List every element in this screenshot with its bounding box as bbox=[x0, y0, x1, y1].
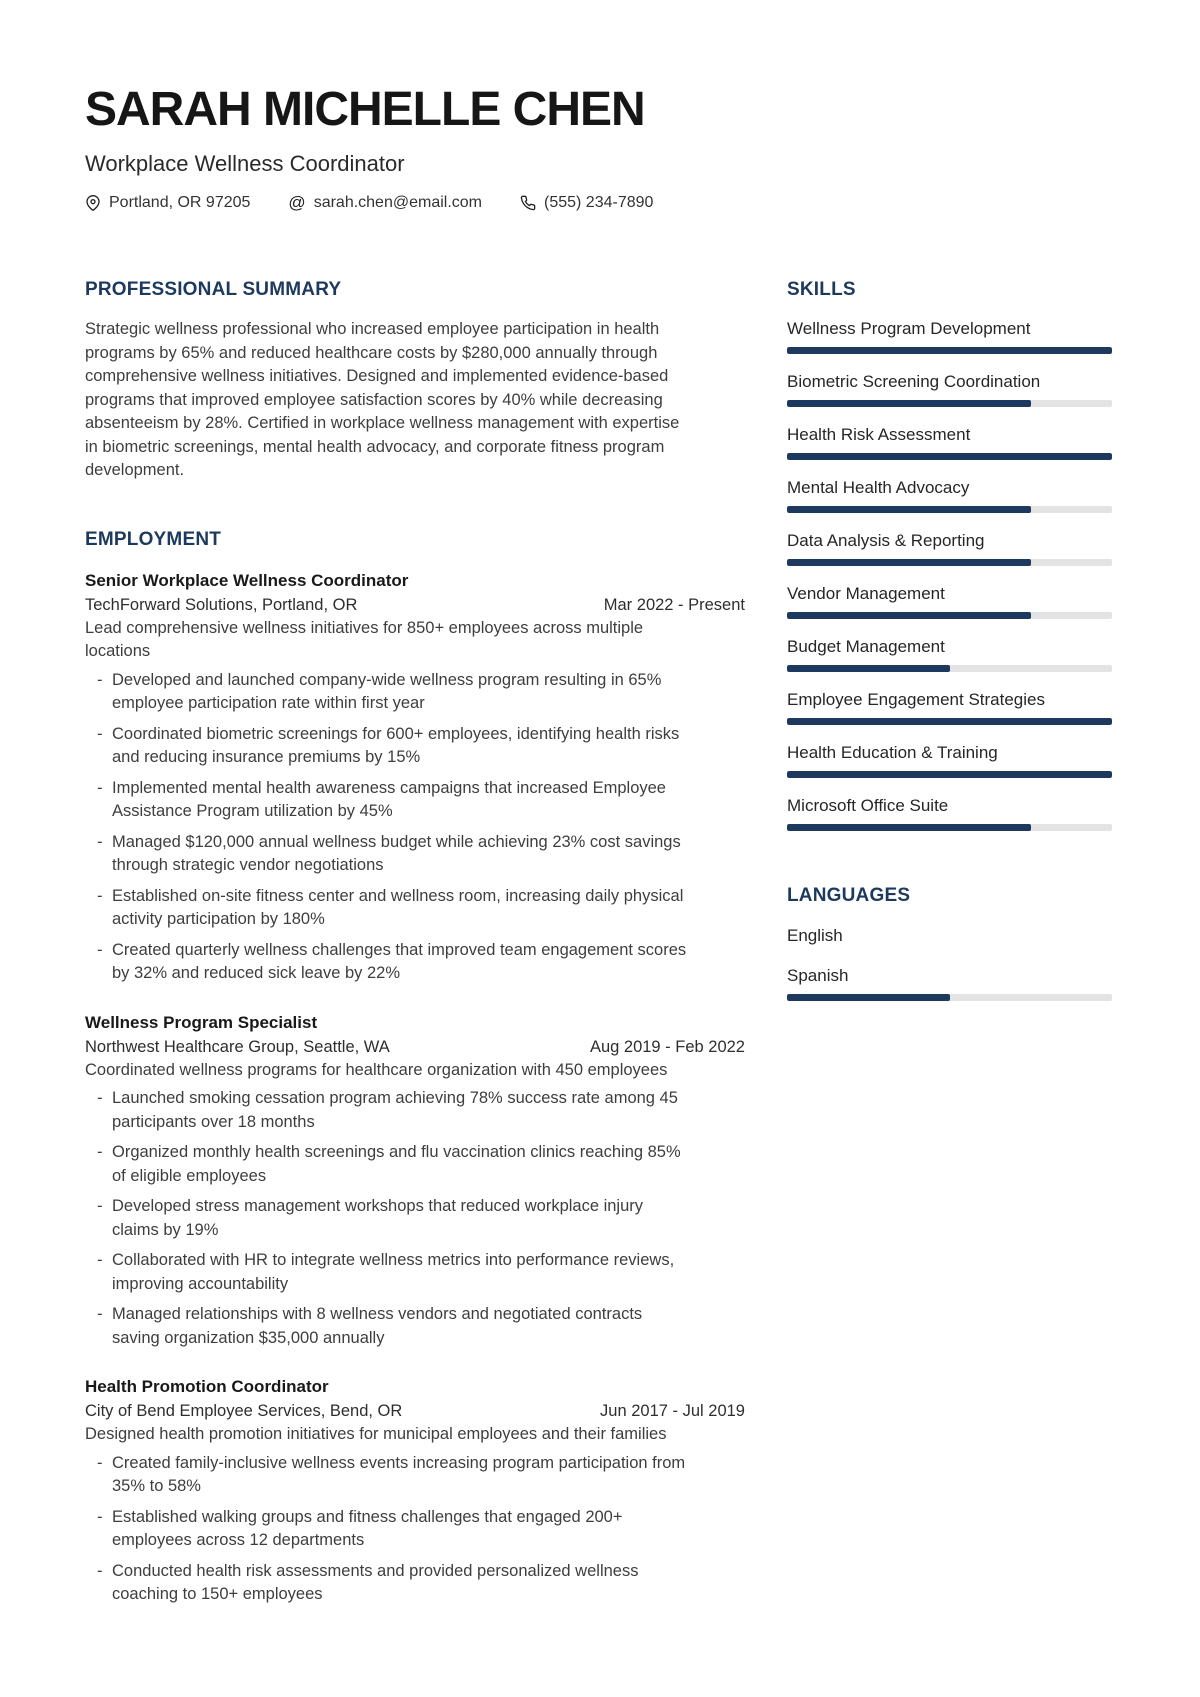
skill-item bbox=[787, 530, 1112, 566]
skill-bar-fill bbox=[787, 559, 1031, 566]
bullet-text: Conducted health risk assessments and provided personalized wellness coaching to 150+ employees bbox=[112, 1561, 639, 1604]
bullet-dash-marker: - bbox=[97, 1197, 103, 1216]
skill-item bbox=[787, 477, 1112, 513]
skill-bar-fill bbox=[787, 453, 1112, 460]
skill-bar-track bbox=[787, 718, 1112, 725]
skill-bar-fill bbox=[787, 506, 1031, 513]
skill-label: Employee Engagement Strategies bbox=[787, 690, 1045, 710]
languages-list bbox=[787, 925, 1112, 1001]
language-label: Spanish bbox=[787, 966, 849, 986]
job-bullet bbox=[85, 777, 745, 824]
bullet-dash-marker: - bbox=[97, 670, 103, 689]
skill-bar-track bbox=[787, 453, 1112, 460]
candidate-headline: Workplace Wellness Coordinator bbox=[85, 150, 405, 176]
job-dates: Mar 2022 - Present bbox=[603, 595, 745, 614]
job-description: Designed health promotion initiatives for municipal employees and their families bbox=[85, 1425, 667, 1444]
skill-label: Microsoft Office Suite bbox=[787, 796, 949, 816]
skill-item bbox=[787, 583, 1112, 619]
bullet-dash-marker: - bbox=[97, 1251, 103, 1270]
languages-section bbox=[787, 885, 1112, 1001]
skill-label: Data Analysis & Reporting bbox=[787, 531, 985, 551]
skill-bar-fill bbox=[787, 771, 1112, 778]
job-bullet bbox=[85, 723, 745, 770]
language-item bbox=[787, 925, 1112, 947]
contact-phone-text: (555) 234-7890 bbox=[544, 194, 654, 212]
contact-location bbox=[85, 193, 250, 212]
skill-item bbox=[787, 636, 1112, 672]
bullet-text: Managed relationships with 8 wellness vendors and negotiated contracts saving organization $35,000 annually bbox=[112, 1305, 643, 1347]
job-bullets bbox=[85, 1452, 745, 1607]
skill-bar-track bbox=[787, 771, 1112, 778]
skills-heading: SKILLS bbox=[787, 278, 856, 300]
job-bullet bbox=[85, 1452, 745, 1499]
skill-label: Mental Health Advocacy bbox=[787, 478, 970, 498]
phone-icon bbox=[520, 195, 536, 211]
bullet-text: Created family-inclusive wellness events increasing program participation from 35% to 58% bbox=[112, 1453, 686, 1496]
bullet-dash-marker: - bbox=[97, 778, 103, 797]
bullet-dash-marker: - bbox=[97, 1561, 103, 1580]
job-bullet bbox=[85, 1141, 745, 1188]
job-bullet bbox=[85, 1303, 745, 1350]
contact-location-text: Portland, OR 97205 bbox=[109, 194, 251, 212]
bullet-text: Coordinated biometric screenings for 600+ employees, identifying health risks and reducing insurance premiums by 15% bbox=[112, 724, 680, 767]
bullet-dash-marker: - bbox=[97, 832, 103, 851]
jobs-list bbox=[85, 569, 745, 1607]
skill-label: Health Education & Training bbox=[787, 743, 998, 763]
job-meta-row bbox=[85, 593, 745, 617]
at-icon: @ bbox=[288, 193, 306, 213]
skill-label: Vendor Management bbox=[787, 584, 945, 604]
job-meta-row bbox=[85, 1035, 745, 1059]
contact-email-text: sarah.chen@email.com bbox=[313, 194, 482, 212]
bullet-dash-marker: - bbox=[97, 1453, 103, 1472]
job-title: Health Promotion Coordinator bbox=[85, 1377, 329, 1397]
skill-label: Health Risk Assessment bbox=[787, 425, 971, 445]
contact-row bbox=[85, 193, 1112, 212]
job-title: Wellness Program Specialist bbox=[85, 1012, 318, 1032]
job-description: Coordinated wellness programs for healthcare organization with 450 employees bbox=[85, 1060, 668, 1079]
skill-bar-track bbox=[787, 824, 1112, 831]
bullet-text: Developed and launched company-wide wellness program resulting in 65% employee participation rate within first year bbox=[112, 670, 662, 713]
job-bullet bbox=[85, 1195, 745, 1242]
skill-bar-track bbox=[787, 506, 1112, 513]
contact-phone bbox=[520, 193, 653, 212]
bullet-text: Established on-site fitness center and wellness room, increasing daily physical activity participation by 180% bbox=[112, 886, 684, 929]
job-bullets bbox=[85, 669, 745, 986]
job-bullet bbox=[85, 1560, 745, 1607]
skill-bar-fill bbox=[787, 824, 1031, 831]
job-meta-row bbox=[85, 1399, 745, 1423]
employment-section bbox=[85, 529, 745, 1607]
contact-email bbox=[288, 193, 482, 212]
job-entry bbox=[85, 1375, 745, 1607]
job-bullet bbox=[85, 669, 745, 716]
skill-bar-track bbox=[787, 347, 1112, 354]
job-bullet bbox=[85, 831, 745, 878]
skill-bar-fill bbox=[787, 718, 1112, 725]
summary-text: Strategic wellness professional who increased employee participation in health programs by 65% and reduced healthcare costs by $280,000 annually through comprehensive wellness initiatives. Designed and implemented evidence-based programs that improved employee satisfaction scores by 40% while decreasing absenteeism by 28%. Certified in workplace wellness management with expertise in biometric screenings, mental health advocacy, and corporate fitness program development. bbox=[85, 320, 680, 480]
skills-list bbox=[787, 318, 1112, 831]
bullet-text: Implemented mental health awareness campaigns that increased Employee Assistance Program utilization by 45% bbox=[112, 778, 666, 821]
skill-item bbox=[787, 318, 1112, 354]
skill-item bbox=[787, 424, 1112, 460]
job-company: Northwest Healthcare Group, Seattle, WA bbox=[85, 1037, 390, 1056]
skill-bar-fill bbox=[787, 347, 1112, 354]
job-dates: Aug 2019 - Feb 2022 bbox=[589, 1037, 745, 1056]
job-bullet bbox=[85, 885, 745, 932]
bullet-dash-marker: - bbox=[97, 1305, 103, 1324]
job-dates: Jun 2017 - Jul 2019 bbox=[600, 1402, 745, 1421]
sidebar-column bbox=[787, 279, 1112, 1614]
resume-body-columns bbox=[85, 279, 1112, 1614]
language-bar-fill bbox=[787, 994, 950, 1001]
bullet-dash-marker: - bbox=[97, 1143, 103, 1162]
job-entry bbox=[85, 569, 745, 986]
languages-heading: LANGUAGES bbox=[787, 885, 911, 907]
job-bullet bbox=[85, 1087, 745, 1134]
job-bullet bbox=[85, 1506, 745, 1553]
skill-item bbox=[787, 795, 1112, 831]
job-entry bbox=[85, 1011, 745, 1351]
bullet-text: Established walking groups and fitness challenges that engaged 200+ employees across 12 departments bbox=[112, 1507, 623, 1550]
skill-bar-track bbox=[787, 400, 1112, 407]
bullet-text: Created quarterly wellness challenges that improved team engagement scores by 32% and reduced sick leave by 22% bbox=[112, 940, 687, 983]
skill-item bbox=[787, 689, 1112, 725]
main-column bbox=[85, 279, 745, 1614]
resume-header bbox=[85, 83, 1112, 213]
skill-bar-fill bbox=[787, 665, 950, 672]
skill-bar-track bbox=[787, 559, 1112, 566]
bullet-text: Collaborated with HR to integrate wellness metrics into performance reviews, improving accountability bbox=[112, 1251, 675, 1293]
skill-bar-track bbox=[787, 665, 1112, 672]
summary-section bbox=[85, 279, 745, 483]
language-bar-track bbox=[787, 994, 1112, 1001]
bullet-dash-marker: - bbox=[97, 724, 103, 743]
skill-bar-fill bbox=[787, 612, 1031, 619]
skill-label: Wellness Program Development bbox=[787, 319, 1031, 339]
job-bullets bbox=[85, 1087, 745, 1350]
employment-heading: EMPLOYMENT bbox=[85, 528, 222, 550]
bullet-text: Organized monthly health screenings and flu vaccination clinics reaching 85% of eligible employees bbox=[112, 1143, 681, 1185]
candidate-name: SARAH MICHELLE CHEN bbox=[85, 83, 645, 136]
job-bullet bbox=[85, 1249, 745, 1296]
job-description: Lead comprehensive wellness initiatives for 850+ employees across multiple locations bbox=[85, 618, 644, 661]
job-company: City of Bend Employee Services, Bend, OR bbox=[85, 1402, 403, 1421]
bullet-dash-marker: - bbox=[97, 886, 103, 905]
language-item bbox=[787, 965, 1112, 1001]
bullet-text: Managed $120,000 annual wellness budget while achieving 23% cost savings through strategic vendor negotiations bbox=[112, 832, 681, 875]
bullet-text: Developed stress management workshops that reduced workplace injury claims by 19% bbox=[112, 1197, 644, 1239]
job-company: TechForward Solutions, Portland, OR bbox=[85, 595, 358, 614]
job-title: Senior Workplace Wellness Coordinator bbox=[85, 570, 409, 590]
bullet-text: Launched smoking cessation program achieving 78% success rate among 45 participants over 18 months bbox=[112, 1089, 678, 1131]
bullet-dash-marker: - bbox=[97, 1089, 103, 1108]
skills-section bbox=[787, 279, 1112, 832]
skill-bar-track bbox=[787, 612, 1112, 619]
bullet-dash-marker: - bbox=[97, 940, 103, 959]
skill-item bbox=[787, 742, 1112, 778]
skill-label: Budget Management bbox=[787, 637, 945, 657]
bullet-dash-marker: - bbox=[97, 1507, 103, 1526]
language-label: English bbox=[787, 926, 843, 946]
skill-label: Biometric Screening Coordination bbox=[787, 372, 1041, 392]
job-bullet bbox=[85, 939, 745, 986]
skill-item bbox=[787, 371, 1112, 407]
skill-bar-fill bbox=[787, 400, 1031, 407]
map-pin-icon bbox=[85, 195, 101, 211]
summary-heading: PROFESSIONAL SUMMARY bbox=[85, 278, 342, 300]
